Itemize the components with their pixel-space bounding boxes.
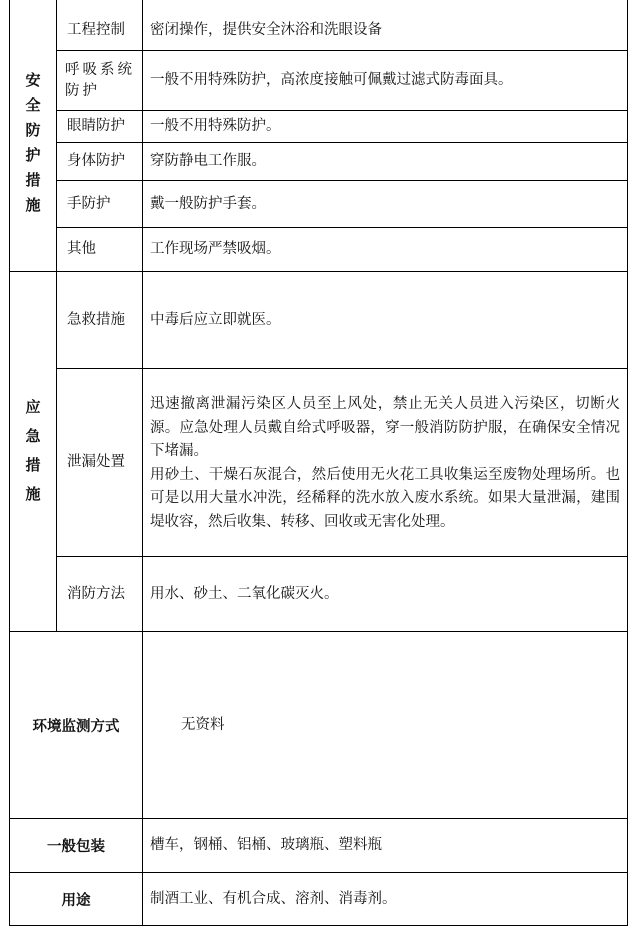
packaging-label: 一般包装 (47, 839, 105, 855)
table-border-bottom (9, 925, 628, 926)
row-line (56, 368, 628, 369)
emergency-row-key: 急救措施 (67, 311, 125, 328)
emergency-section-label (10, 394, 56, 508)
safety-row-value: 穿防静电工作服。 (150, 153, 266, 169)
packaging-value: 槽车，钢桶、铝桶、玻璃瓶、塑料瓶 (150, 837, 382, 853)
table-border-right (627, 0, 628, 926)
safety-row-value: 工作现场严禁吸烟。 (150, 241, 281, 257)
usage-label: 用途 (61, 892, 91, 909)
label-char: 应 (25, 398, 41, 416)
safety-row-value: 一般不用特殊防护。 (150, 118, 281, 134)
emergency-row-key: 消防方法 (67, 585, 125, 602)
safety-row-value: 戴一般防护手套。 (150, 195, 266, 212)
section-divider-line (56, 0, 57, 632)
label-char: 护 (25, 146, 41, 164)
safety-row-value: 密闭操作，提供安全沐浴和洗眼设备 (150, 21, 382, 38)
label-char: 措 (25, 171, 41, 189)
label-char: 施 (25, 196, 41, 214)
monitoring-value: 无资料 (181, 716, 225, 733)
emergency-row-value: 中毒后应立即就医。 (150, 311, 281, 328)
label-char: 防 (25, 121, 41, 139)
emergency-row-value (150, 371, 620, 556)
label-char: 施 (25, 485, 41, 503)
safety-row-key: 手防护 (67, 195, 111, 212)
usage-value: 制酒工业、有机合成、溶剂、消毒剂。 (150, 890, 397, 907)
emergency-row-value: 用水、砂土、二氧化碳灭火。 (150, 585, 339, 602)
safety-row-key (65, 51, 139, 110)
label-char: 措 (25, 456, 41, 474)
safety-row-key: 眼睛防护 (67, 118, 125, 134)
monitoring-label: 环境监测方式 (32, 718, 120, 735)
safety-row-value: 一般不用特殊防护，高浓度接触可佩戴过滤式防毒面具。 (150, 72, 513, 88)
spill-paragraph-2: 用砂土、干燥石灰混合，然后使用无火花工具收集运至废物处理场所。也可是以用大量水冲洗，经稀释的洗水放入废水系统。如果大量泄漏，建围堤收容，然后收集、转移、回收或无害化处理。 (150, 466, 620, 530)
safety-row-key: 身体防护 (67, 153, 125, 169)
safety-section-label (10, 58, 56, 228)
safety-row-key: 工程控制 (67, 21, 125, 38)
safety-row-key: 其他 (67, 241, 96, 257)
spill-paragraph-1: 迅速撤离泄漏污染区人员至上风处，禁止无关人员进入污染区，切断火源。应急处理人员戴自给式呼吸器，穿一般消防防护服，在确保安全情况下堵漏。 (150, 396, 620, 459)
key-text: 呼吸系统防护 (65, 61, 135, 99)
key-value-divider-line (142, 0, 143, 926)
emergency-row-key: 泄漏处置 (67, 454, 125, 470)
label-char: 安 (25, 71, 41, 89)
label-char: 全 (25, 96, 41, 114)
label-char: 急 (25, 427, 41, 445)
